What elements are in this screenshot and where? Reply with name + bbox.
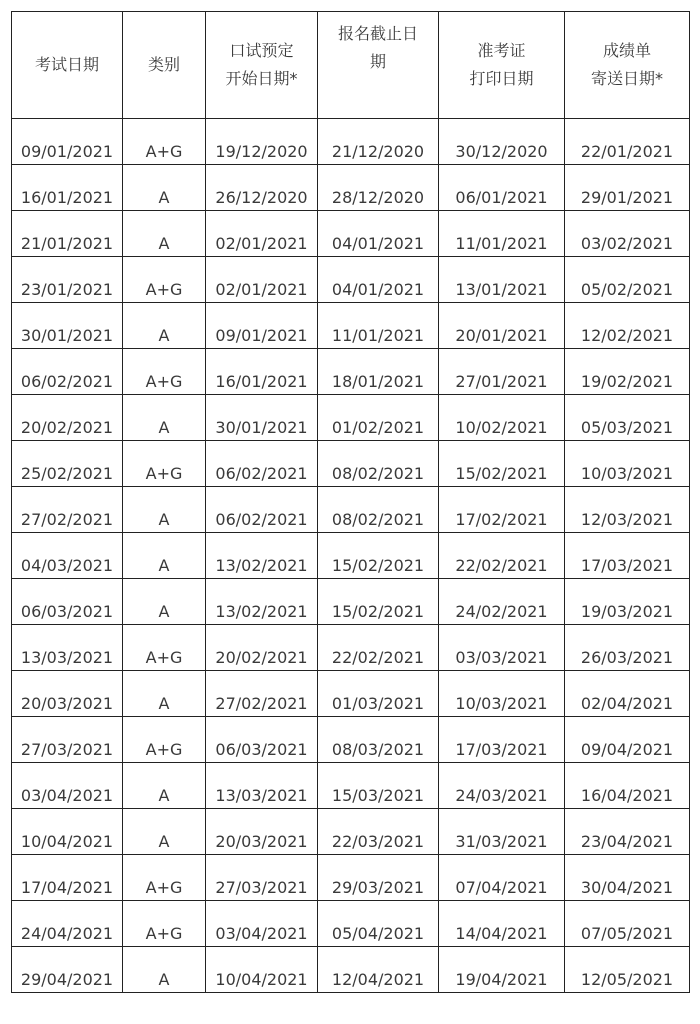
table-row [12, 349, 690, 395]
header-exam-date [12, 12, 123, 119]
cell-category: A [123, 533, 206, 579]
header-line-1: 报名截止日 [337, 24, 418, 43]
table-row [12, 947, 690, 993]
cell-admission-print-date: 17/02/2021 [439, 487, 565, 533]
cell-category: A+G [123, 119, 206, 165]
cell-score-report-date: 22/01/2021 [565, 119, 690, 165]
table-body [12, 119, 690, 993]
cell-registration-deadline: 08/02/2021 [318, 487, 439, 533]
cell-exam-date: 06/03/2021 [12, 579, 123, 625]
table-row [12, 625, 690, 671]
table-row [12, 717, 690, 763]
cell-exam-date: 17/04/2021 [12, 855, 123, 901]
cell-oral-test-start: 30/01/2021 [206, 395, 318, 441]
cell-category: A+G [123, 717, 206, 763]
cell-exam-date: 27/02/2021 [12, 487, 123, 533]
cell-score-report-date: 07/05/2021 [565, 901, 690, 947]
cell-exam-date: 10/04/2021 [12, 809, 123, 855]
header-line-1: 口试预定 [229, 41, 294, 60]
cell-score-report-date: 09/04/2021 [565, 717, 690, 763]
header-line-2: 期 [369, 52, 386, 71]
cell-category: A [123, 671, 206, 717]
cell-score-report-date: 17/03/2021 [565, 533, 690, 579]
header-line-1: 类别 [147, 55, 180, 74]
table-row [12, 671, 690, 717]
cell-category: A [123, 809, 206, 855]
header-line-2: 打印日期 [469, 69, 534, 88]
cell-registration-deadline: 15/02/2021 [318, 533, 439, 579]
cell-category: A [123, 211, 206, 257]
table-row [12, 211, 690, 257]
header-line-2: 寄送日期* [590, 69, 663, 88]
cell-category: A+G [123, 625, 206, 671]
cell-admission-print-date: 30/12/2020 [439, 119, 565, 165]
cell-category: A+G [123, 855, 206, 901]
cell-admission-print-date: 24/02/2021 [439, 579, 565, 625]
cell-admission-print-date: 13/01/2021 [439, 257, 565, 303]
cell-category: A [123, 947, 206, 993]
header-oral-test-start [206, 12, 318, 119]
cell-category: A [123, 395, 206, 441]
cell-oral-test-start: 02/01/2021 [206, 211, 318, 257]
header-registration-deadline [318, 12, 439, 119]
cell-registration-deadline: 18/01/2021 [318, 349, 439, 395]
cell-admission-print-date: 06/01/2021 [439, 165, 565, 211]
cell-score-report-date: 29/01/2021 [565, 165, 690, 211]
table-row [12, 395, 690, 441]
cell-score-report-date: 30/04/2021 [565, 855, 690, 901]
cell-category: A [123, 487, 206, 533]
cell-oral-test-start: 09/01/2021 [206, 303, 318, 349]
cell-admission-print-date: 20/01/2021 [439, 303, 565, 349]
cell-score-report-date: 12/02/2021 [565, 303, 690, 349]
cell-admission-print-date: 19/04/2021 [439, 947, 565, 993]
table-row [12, 763, 690, 809]
cell-oral-test-start: 13/02/2021 [206, 579, 318, 625]
cell-oral-test-start: 03/04/2021 [206, 901, 318, 947]
cell-oral-test-start: 27/03/2021 [206, 855, 318, 901]
cell-admission-print-date: 17/03/2021 [439, 717, 565, 763]
table-row [12, 165, 690, 211]
cell-score-report-date: 05/02/2021 [565, 257, 690, 303]
cell-registration-deadline: 01/03/2021 [318, 671, 439, 717]
cell-oral-test-start: 13/03/2021 [206, 763, 318, 809]
cell-exam-date: 09/01/2021 [12, 119, 123, 165]
cell-registration-deadline: 01/02/2021 [318, 395, 439, 441]
table-row [12, 855, 690, 901]
cell-admission-print-date: 22/02/2021 [439, 533, 565, 579]
header-score-report-date [565, 12, 690, 119]
cell-registration-deadline: 04/01/2021 [318, 211, 439, 257]
cell-exam-date: 21/01/2021 [12, 211, 123, 257]
cell-registration-deadline: 12/04/2021 [318, 947, 439, 993]
cell-admission-print-date: 31/03/2021 [439, 809, 565, 855]
cell-exam-date: 23/01/2021 [12, 257, 123, 303]
cell-exam-date: 30/01/2021 [12, 303, 123, 349]
cell-exam-date: 24/04/2021 [12, 901, 123, 947]
table-row [12, 901, 690, 947]
cell-score-report-date: 03/02/2021 [565, 211, 690, 257]
header-line-1: 考试日期 [34, 55, 99, 74]
cell-oral-test-start: 06/03/2021 [206, 717, 318, 763]
cell-registration-deadline: 15/03/2021 [318, 763, 439, 809]
cell-category: A+G [123, 257, 206, 303]
cell-score-report-date: 05/03/2021 [565, 395, 690, 441]
table-row [12, 533, 690, 579]
table-row [12, 119, 690, 165]
cell-exam-date: 04/03/2021 [12, 533, 123, 579]
cell-oral-test-start: 13/02/2021 [206, 533, 318, 579]
cell-exam-date: 16/01/2021 [12, 165, 123, 211]
cell-score-report-date: 16/04/2021 [565, 763, 690, 809]
cell-registration-deadline: 28/12/2020 [318, 165, 439, 211]
cell-registration-deadline: 05/04/2021 [318, 901, 439, 947]
cell-exam-date: 03/04/2021 [12, 763, 123, 809]
cell-score-report-date: 02/04/2021 [565, 671, 690, 717]
exam-schedule-table [11, 11, 690, 993]
cell-score-report-date: 12/03/2021 [565, 487, 690, 533]
cell-admission-print-date: 07/04/2021 [439, 855, 565, 901]
cell-category: A [123, 303, 206, 349]
cell-category: A [123, 165, 206, 211]
table-row [12, 441, 690, 487]
cell-oral-test-start: 26/12/2020 [206, 165, 318, 211]
cell-oral-test-start: 02/01/2021 [206, 257, 318, 303]
table-row [12, 257, 690, 303]
cell-exam-date: 27/03/2021 [12, 717, 123, 763]
header-line-1: 成绩单 [602, 41, 651, 60]
cell-category: A [123, 763, 206, 809]
header-line-1: 准考证 [477, 41, 526, 60]
cell-admission-print-date: 11/01/2021 [439, 211, 565, 257]
cell-score-report-date: 19/03/2021 [565, 579, 690, 625]
cell-oral-test-start: 20/02/2021 [206, 625, 318, 671]
cell-oral-test-start: 10/04/2021 [206, 947, 318, 993]
cell-oral-test-start: 19/12/2020 [206, 119, 318, 165]
cell-admission-print-date: 27/01/2021 [439, 349, 565, 395]
cell-score-report-date: 12/05/2021 [565, 947, 690, 993]
cell-registration-deadline: 29/03/2021 [318, 855, 439, 901]
cell-admission-print-date: 03/03/2021 [439, 625, 565, 671]
cell-oral-test-start: 27/02/2021 [206, 671, 318, 717]
cell-admission-print-date: 14/04/2021 [439, 901, 565, 947]
cell-score-report-date: 23/04/2021 [565, 809, 690, 855]
cell-registration-deadline: 08/02/2021 [318, 441, 439, 487]
cell-exam-date: 20/02/2021 [12, 395, 123, 441]
cell-registration-deadline: 08/03/2021 [318, 717, 439, 763]
cell-oral-test-start: 06/02/2021 [206, 487, 318, 533]
cell-registration-deadline: 04/01/2021 [318, 257, 439, 303]
cell-exam-date: 20/03/2021 [12, 671, 123, 717]
cell-score-report-date: 10/03/2021 [565, 441, 690, 487]
cell-exam-date: 06/02/2021 [12, 349, 123, 395]
header-admission-print-date [439, 12, 565, 119]
cell-admission-print-date: 10/02/2021 [439, 395, 565, 441]
cell-admission-print-date: 24/03/2021 [439, 763, 565, 809]
cell-registration-deadline: 11/01/2021 [318, 303, 439, 349]
cell-admission-print-date: 10/03/2021 [439, 671, 565, 717]
cell-category: A [123, 579, 206, 625]
table-row [12, 809, 690, 855]
cell-category: A+G [123, 901, 206, 947]
cell-admission-print-date: 15/02/2021 [439, 441, 565, 487]
table-row [12, 303, 690, 349]
cell-score-report-date: 26/03/2021 [565, 625, 690, 671]
header-row [12, 12, 690, 119]
cell-oral-test-start: 06/02/2021 [206, 441, 318, 487]
header-line-2: 开始日期* [225, 69, 298, 88]
table-row [12, 487, 690, 533]
cell-exam-date: 25/02/2021 [12, 441, 123, 487]
cell-registration-deadline: 21/12/2020 [318, 119, 439, 165]
cell-oral-test-start: 16/01/2021 [206, 349, 318, 395]
cell-score-report-date: 19/02/2021 [565, 349, 690, 395]
cell-category: A+G [123, 349, 206, 395]
cell-exam-date: 13/03/2021 [12, 625, 123, 671]
cell-exam-date: 29/04/2021 [12, 947, 123, 993]
header-category [123, 12, 206, 119]
cell-registration-deadline: 22/02/2021 [318, 625, 439, 671]
cell-registration-deadline: 22/03/2021 [318, 809, 439, 855]
cell-category: A+G [123, 441, 206, 487]
cell-registration-deadline: 15/02/2021 [318, 579, 439, 625]
cell-oral-test-start: 20/03/2021 [206, 809, 318, 855]
table-row [12, 579, 690, 625]
